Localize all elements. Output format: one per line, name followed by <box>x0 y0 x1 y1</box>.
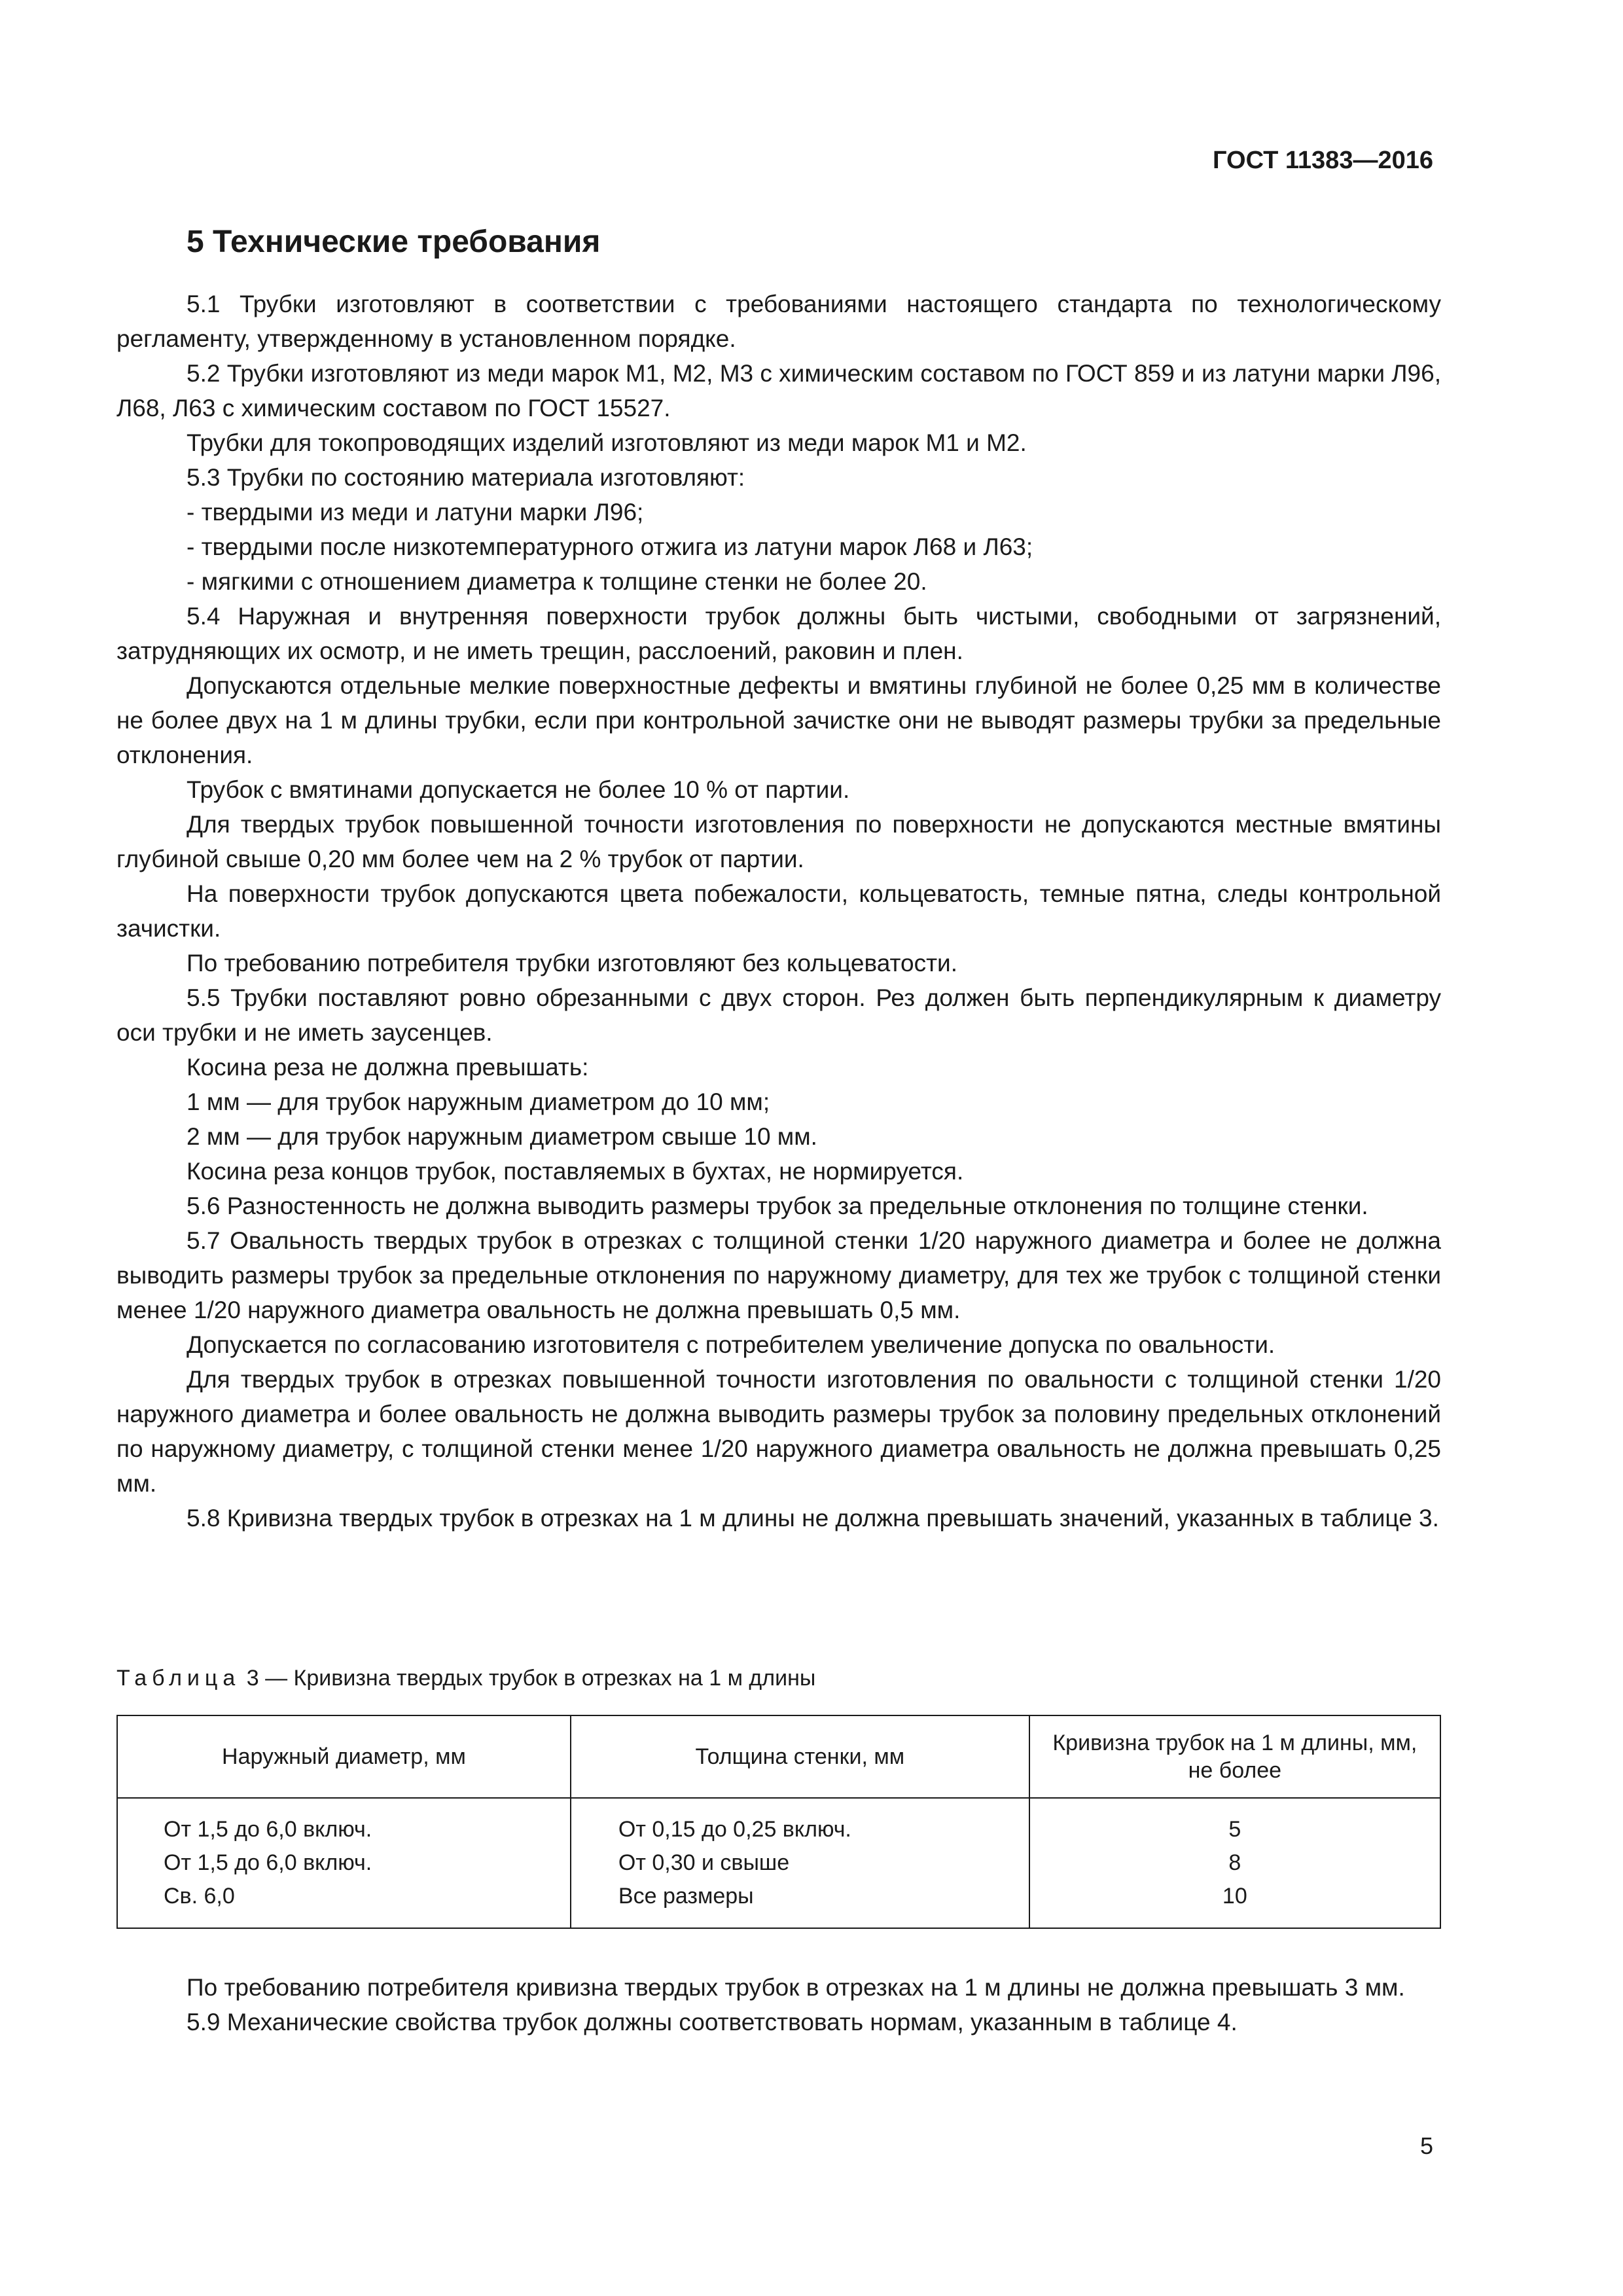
table-row <box>117 1798 1440 1928</box>
post-table-body <box>116 1970 1441 2039</box>
paragraph: Допускается по согласованию изготовителя с потребителем увеличение допуска по овальности. <box>187 1331 1275 1358</box>
table-cell: От 1,5 до 6,0 включ. <box>164 1850 372 1875</box>
document-code: ГОСТ 11383—2016 <box>1213 147 1433 174</box>
table-caption <box>116 1666 815 1691</box>
paragraph: По требованию потребителя трубки изготовляют без кольцеватости. <box>187 950 958 977</box>
paragraph: На поверхности трубок допускаются цвета побежалости, кольцеватость, темные пятна, следы контрольной зачистки. <box>116 880 1441 942</box>
table-cell: От 0,30 и свыше <box>618 1850 790 1875</box>
paragraph-5-5: 5.5 Трубки поставляют ровно обрезанными с двух сторон. Рез должен быть перпендикулярным к диаметру оси трубки и не иметь заусенцев. <box>116 984 1441 1046</box>
list-item: - мягкими с отношением диаметра к толщине стенки не более 20. <box>187 568 927 595</box>
paragraph: Допускаются отдельные мелкие поверхностные дефекты и вмятины глубиной не более 0,25 мм в количестве не более двух на 1 м длины трубки, если при контрольной зачистке они не выводят размеры трубки за предельные отклонения. <box>116 672 1441 768</box>
table-cell: 10 <box>1222 1884 1247 1909</box>
list-item: 1 мм — для трубок наружным диаметром до 10 мм; <box>187 1088 770 1115</box>
table-cell: 8 <box>1228 1850 1241 1875</box>
paragraph-5-4: 5.4 Наружная и внутренняя поверхности трубок должны быть чистыми, свободными от загрязнений, затрудняющих их осмотр, и не иметь трещин, расслоений, раковин и плен. <box>116 603 1441 664</box>
paragraph: Косина реза не должна превышать: <box>187 1054 589 1081</box>
paragraph-5-1: 5.1 Трубки изготовляют в соответствии с требованиями настоящего стандарта по технологическому регламенту, утвержденному в установленном порядке. <box>116 291 1441 352</box>
paragraph-5-8: 5.8 Кривизна твердых трубок в отрезках на 1 м длины не должна превышать значений, указанных в таблице 3. <box>187 1505 1439 1532</box>
paragraph: Трубки для токопроводящих изделий изготовляют из меди марок М1 и М2. <box>187 429 1027 456</box>
table-cell: Св. 6,0 <box>164 1884 235 1909</box>
column-header-wall-thickness: Толщина стенки, мм <box>571 1715 1029 1798</box>
paragraph-5-7: 5.7 Овальность твердых трубок в отрезках с толщиной стенки 1/20 наружного диаметра и более не должна выводить размеры трубок за предельные отклонения по наружному диаметру, для тех же трубок с толщиной стенки менее 1/20 наружного диаметра овальность не должна превышать 0,5 мм. <box>116 1227 1441 1323</box>
table-cell: 5 <box>1228 1817 1241 1842</box>
paragraph-5-2: 5.2 Трубки изготовляют из меди марок М1, М2, М3 с химическим составом по ГОСТ 859 и из латуни марки Л96, Л68, Л63 с химическим составом по ГОСТ 15527. <box>116 360 1441 422</box>
paragraph-5-6: 5.6 Разностенность не должна выводить размеры трубок за предельные отклонения по толщине стенки. <box>187 1193 1368 1219</box>
table-caption-label: Таблица <box>116 1666 241 1691</box>
paragraph-5-3: 5.3 Трубки по состоянию материала изготовляют: <box>187 464 745 491</box>
paragraph: Косина реза концов трубок, поставляемых в бухтах, не нормируется. <box>187 1158 964 1185</box>
table-cell: От 0,15 до 0,25 включ. <box>618 1817 851 1842</box>
page-number: 5 <box>1419 2132 1433 2159</box>
curvature-table <box>116 1715 1441 1929</box>
paragraph: Для твердых трубок в отрезках повышенной точности изготовления по овальности с толщиной стенки 1/20 наружного диаметра и более овальность не должна выводить размеры трубок за половину предельных отклонений по наружному диаметру, с толщиной стенки менее 1/20 наружного диаметра овальность не должна превышать 0,25 мм. <box>116 1366 1441 1497</box>
paragraph: Для твердых трубок повышенной точности изготовления по поверхности не допускаются местные вмятины глубиной свыше 0,20 мм более чем на 2 % трубок от партии. <box>116 811 1441 872</box>
outer-diameter-cell <box>117 1798 571 1928</box>
section-body <box>116 287 1441 1535</box>
curvature-cell <box>1029 1798 1440 1928</box>
paragraph: По требованию потребителя кривизна твердых трубок в отрезках на 1 м длины не должна превышать 3 мм. <box>187 1974 1405 2001</box>
list-item: 2 мм — для трубок наружным диаметром свыше 10 мм. <box>187 1123 817 1150</box>
wall-thickness-cell <box>571 1798 1029 1928</box>
list-item: - твердыми из меди и латуни марки Л96; <box>187 499 644 526</box>
table-caption-text: 3 — Кривизна твердых трубок в отрезках на 1 м длины <box>240 1666 816 1691</box>
table-cell: Все размеры <box>618 1884 754 1909</box>
column-header-outer-diameter: Наружный диаметр, мм <box>117 1715 571 1798</box>
paragraph-5-9: 5.9 Механические свойства трубок должны соответствовать нормам, указанным в таблице 4. <box>187 2009 1238 2036</box>
section-title: 5 Технические требования <box>187 224 601 259</box>
paragraph: Трубок с вмятинами допускается не более 10 % от партии. <box>187 776 850 803</box>
table-header-row <box>117 1715 1440 1798</box>
column-header-curvature: Кривизна трубок на 1 м длины, мм, не более <box>1029 1715 1440 1798</box>
table-cell: От 1,5 до 6,0 включ. <box>164 1817 372 1842</box>
list-item: - твердыми после низкотемпературного отжига из латуни марок Л68 и Л63; <box>187 533 1033 560</box>
